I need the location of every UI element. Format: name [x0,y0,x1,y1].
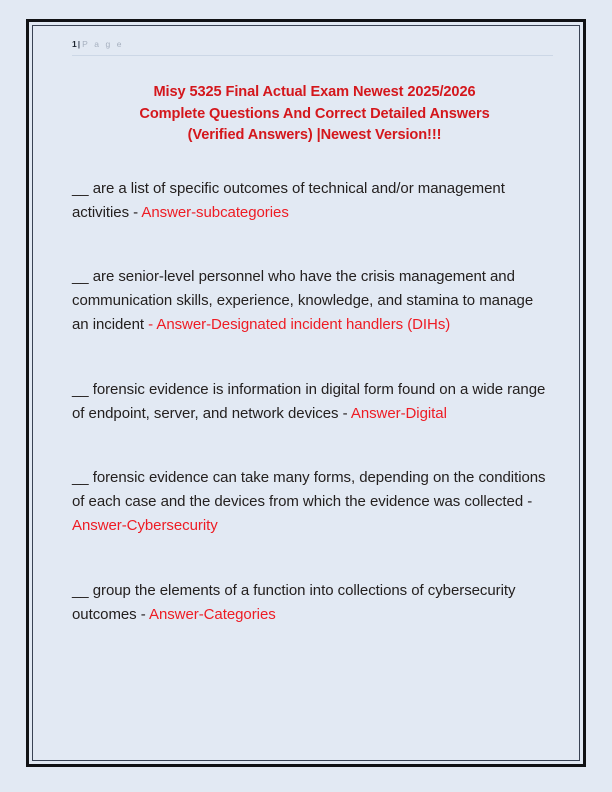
qa-question-text: __ group the elements of a function into collections of cybersecurity outcomes - [72,581,516,623]
qa-item [72,579,551,627]
page-number-label [72,38,557,50]
question-answer-list [72,177,557,627]
qa-answer-text: - Answer-Designated incident handlers (DIHs) [148,316,451,334]
document-title [72,82,557,147]
qa-item [72,265,551,338]
header-divider [72,55,553,56]
qa-item [72,378,551,426]
page-number-value: 1 [72,39,77,49]
qa-question-text: __ forensic evidence can take many forms, depending on the conditions of each case and the devices from which the evidence was collected - [72,468,546,511]
qa-answer-text: Answer-Categories [148,605,276,623]
document-page-body [33,26,579,760]
qa-question-text: __ are senior-level personnel who have the crisis management and communication skills, experience, knowledge, and stamina to manage an incident [72,267,534,334]
qa-answer-text: Answer-Digital [350,404,447,422]
document-title-line-1: Misy 5325 Final Actual Exam Newest 2025/2026 [153,84,476,100]
page-word-label: P a g e [82,39,124,49]
running-header [72,34,557,58]
document-page-inner-border [32,25,580,761]
qa-item [72,177,551,225]
qa-question-text: __ forensic evidence is information in digital form found on a wide range of endpoint, server, and network devices - [72,380,546,422]
document-page-frame [26,19,586,767]
document-title-line-3: (Verified Answers) |Newest Version!!! [187,127,442,143]
document-title-line-2: Complete Questions And Correct Detailed Answers [139,105,490,122]
qa-answer-text: Answer-Cybersecurity [72,517,218,535]
page-number-separator: | [77,39,81,49]
qa-item [72,466,551,539]
qa-question-text: __ are a list of specific outcomes of technical and/or management activities - [72,179,505,221]
qa-answer-text: Answer-subcategories [141,203,289,221]
